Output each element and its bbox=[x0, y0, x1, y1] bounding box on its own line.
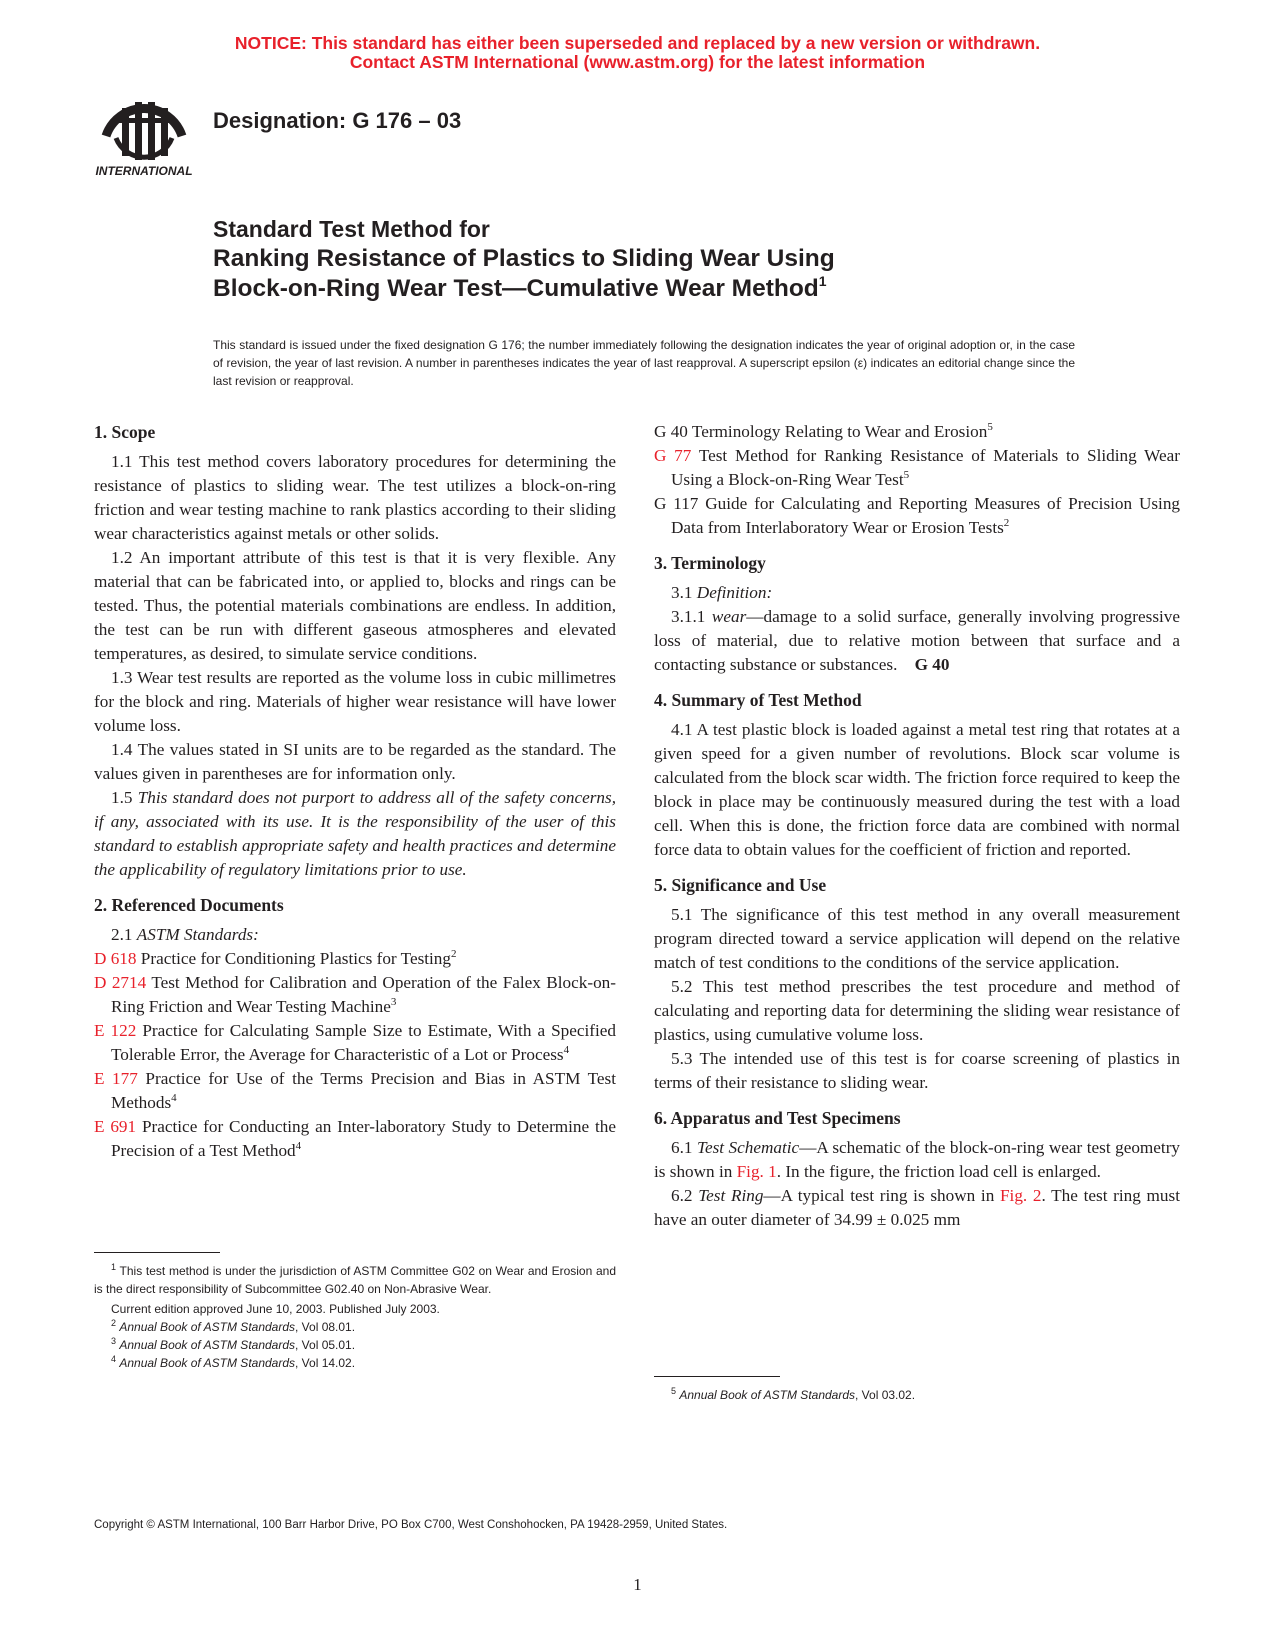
apparatus-6-1 bbox=[654, 1136, 1180, 1184]
footnote-5 bbox=[654, 1386, 1180, 1404]
terminology-term: wear bbox=[711, 607, 747, 626]
footnote-4-book: Annual Book of ASTM Standards bbox=[119, 1356, 296, 1370]
footnote-1-mark: 1 bbox=[111, 1262, 117, 1272]
footnote-4-mark: 4 bbox=[111, 1354, 117, 1364]
ref-item bbox=[654, 444, 1180, 492]
ref-text: Test Method for Ranking Resistance of Materials to Sliding Wear Using a Block-on-Ring Wear Test bbox=[671, 446, 1180, 489]
ref-footnote-mark: 2 bbox=[451, 948, 457, 960]
right-column bbox=[654, 420, 1180, 1232]
section-summary-heading: 4. Summary of Test Method bbox=[654, 690, 862, 710]
apparatus-6-1-label: Test Schematic bbox=[696, 1138, 800, 1157]
ref-item bbox=[94, 1067, 616, 1115]
notice-line-2: Contact ASTM International (www.astm.org) for the latest information bbox=[349, 52, 926, 72]
ref-code-link[interactable]: E 122 bbox=[94, 1021, 137, 1040]
apparatus-6-2 bbox=[654, 1184, 1180, 1232]
ref-footnote-mark: 5 bbox=[987, 421, 993, 433]
scope-1-1: 1.1 This test method covers laboratory procedures for determining the resistance of plastics to sliding wear. The test utilizes a block-on-ring friction and wear testing machine to rank plastics according to their sliding wear characteristics against metals or other solids. bbox=[94, 452, 616, 543]
section-significance-heading: 5. Significance and Use bbox=[654, 875, 827, 895]
ref-item bbox=[94, 1019, 616, 1067]
significance-5-2: 5.2 This test method prescribes the test procedure and method of calculating and reporting data for determining the sliding wear resistance of plastics, using cumulative volume loss. bbox=[654, 977, 1180, 1044]
ref-text: Test Method for Calibration and Operation of the Falex Block-on-Ring Friction and Wear Testing Machine bbox=[111, 973, 616, 1016]
apparatus-6-1-text-a: —A schematic of the block-on-ring wear test geometry is shown in bbox=[654, 1138, 1181, 1181]
logo-text: INTERNATIONAL bbox=[95, 164, 193, 178]
ref-item bbox=[94, 971, 616, 1019]
left-column bbox=[94, 420, 616, 1163]
section-apparatus-heading: 6. Apparatus and Test Specimens bbox=[654, 1108, 901, 1128]
terminology-3-1 bbox=[654, 581, 1180, 605]
apparatus-6-2-num: 6.2 bbox=[671, 1186, 693, 1205]
ref-text: Practice for Conditioning Plastics for Testing bbox=[140, 949, 451, 968]
footnote-5-mark: 5 bbox=[671, 1386, 677, 1396]
title-line-1: Standard Test Method for bbox=[213, 216, 490, 242]
referenced-2-1 bbox=[94, 923, 616, 947]
title-footnote-mark: 1 bbox=[818, 273, 827, 289]
scope-1-5 bbox=[94, 786, 616, 882]
terminology-3-1-num: 3.1 bbox=[671, 583, 693, 602]
footnote-3 bbox=[94, 1336, 616, 1354]
footnote-3-vol: , Vol 05.01. bbox=[295, 1338, 356, 1352]
ref-footnote-mark: 4 bbox=[563, 1044, 570, 1056]
footnote-3-mark: 3 bbox=[111, 1336, 117, 1346]
astm-logo-mark bbox=[92, 88, 196, 184]
ref-code-link[interactable]: D 2714 bbox=[94, 973, 147, 992]
ref-code-link[interactable]: D 618 bbox=[94, 949, 137, 968]
ref-code-link[interactable]: E 177 bbox=[94, 1069, 138, 1088]
ref-footnote-mark: 3 bbox=[390, 996, 397, 1008]
page-number: 1 bbox=[633, 1575, 642, 1594]
significance-5-1: 5.1 The significance of this test method in any overall measurement program directed toward a service application will depend on the relative match of test conditions to the conditions of the service application. bbox=[654, 905, 1180, 972]
scope-1-2: 1.2 An important attribute of this test is that it is very flexible. Any material that can be fabricated into, or applied to, blocks and rings can be tested. Thus, the potential materials combinations are endless. In addition, the test can be run with different gaseous atmospheres and elevated temperatures, as desired, to simulate service conditions. bbox=[94, 548, 616, 663]
fig-2-link[interactable]: Fig. 2 bbox=[999, 1186, 1042, 1205]
terminology-3-1-label: Definition: bbox=[696, 583, 773, 602]
ref-footnote-mark: 5 bbox=[903, 469, 910, 481]
ref-item bbox=[654, 492, 1180, 540]
ref-text: Practice for Use of the Terms Precision and Bias in ASTM Test Methods bbox=[111, 1069, 617, 1112]
ref-footnote-mark: 4 bbox=[171, 1092, 177, 1104]
footnote-2-vol: , Vol 08.01. bbox=[295, 1320, 356, 1334]
title-line-2: Ranking Resistance of Plastics to Sliding Wear Using bbox=[213, 245, 835, 272]
footnote-5-vol: , Vol 03.02. bbox=[855, 1388, 916, 1402]
scope-1-4: 1.4 The values stated in SI units are to be regarded as the standard. The values given in parentheses are for information only. bbox=[94, 740, 616, 783]
apparatus-6-2-text-b: . The test ring must have an outer diameter of 34.99 ± 0.025 mm bbox=[654, 1186, 1180, 1229]
terminology-term-num: 3.1.1 bbox=[671, 607, 706, 626]
ref-code-link[interactable]: E 691 bbox=[94, 1117, 137, 1136]
issued-note: This standard is issued under the fixed designation G 176; the number immediately following the designation indicates the year of original adoption or, in the case of revision, the year of last revision. A number in parentheses indicates the year of last reapproval. A superscript epsilon (ε) indicates an editorial change since the last revision or reapproval. bbox=[213, 338, 1075, 388]
referenced-2-1-label: ASTM Standards: bbox=[136, 925, 259, 944]
terminology-term-text: —damage to a solid surface, generally involving progressive loss of material, due to relative motion between that surface and a contacting substance or substances. bbox=[654, 607, 1181, 674]
section-scope-heading: 1. Scope bbox=[94, 422, 156, 442]
referenced-2-1-num: 2.1 bbox=[111, 925, 133, 944]
scope-1-5-num: 1.5 bbox=[111, 788, 133, 807]
terminology-3-1-1 bbox=[654, 605, 1180, 677]
section-referenced-heading: 2. Referenced Documents bbox=[94, 895, 284, 915]
significance-5-3: 5.3 The intended use of this test is for coarse screening of plastics in terms of their resistance to sliding wear. bbox=[654, 1049, 1180, 1092]
scope-1-3: 1.3 Wear test results are reported as the volume loss in cubic millimetres for the block and ring. Materials of higher wear resistance will have lower volume loss. bbox=[94, 668, 616, 735]
notice-line-1: NOTICE: This standard has either been superseded and replaced by a new version or withdrawn. bbox=[234, 33, 1041, 53]
summary-4-1: 4.1 A test plastic block is loaded against a metal test ring that rotates at a given speed for a given number of revolutions. Block scar volume is calculated from the block scar width. The friction force required to keep the block in place may be continuously measured during the test with a load cell. When this is done, the friction force data are combined with normal force data to obtain values for the coefficient of friction and reported. bbox=[654, 720, 1180, 859]
footnotes-right bbox=[654, 1386, 1180, 1404]
footnote-1 bbox=[94, 1262, 616, 1298]
document-title bbox=[213, 214, 1113, 304]
ref-footnote-mark: 4 bbox=[295, 1140, 302, 1152]
ref-text: Guide for Calculating and Reporting Measures of Precision Using Data from Interlaboratory Wear or Erosion Tests bbox=[671, 494, 1181, 537]
ref-text: Terminology Relating to Wear and Erosion bbox=[691, 422, 988, 441]
ref-code-link[interactable]: G 77 bbox=[654, 446, 692, 465]
ref-item bbox=[94, 1115, 616, 1163]
section-terminology-heading: 3. Terminology bbox=[654, 553, 766, 573]
copyright: Copyright © ASTM International, 100 Barr Harbor Drive, PO Box C700, West Conshohocken, PA 19428-2959, United States. bbox=[94, 1519, 728, 1531]
ref-code: G 117 bbox=[654, 494, 699, 513]
footnote-3-book: Annual Book of ASTM Standards bbox=[119, 1338, 296, 1352]
designation: Designation: G 176 – 03 bbox=[213, 108, 462, 133]
footnote-1b: Current edition approved June 10, 2003. Published July 2003. bbox=[111, 1302, 440, 1316]
footnote-2-book: Annual Book of ASTM Standards bbox=[119, 1320, 296, 1334]
ref-text: Practice for Conducting an Inter-laboratory Study to Determine the Precision of a Test Method bbox=[111, 1117, 616, 1160]
ref-code: G 40 bbox=[654, 422, 688, 441]
footnote-1-text: This test method is under the jurisdiction of ASTM Committee G02 on Wear and Erosion and is the direct responsibility of Subcommittee G02.40 on Non-Abrasive Wear. bbox=[94, 1264, 616, 1296]
footnote-4-vol: , Vol 14.02. bbox=[295, 1356, 356, 1370]
ref-text: Practice for Calculating Sample Size to Estimate, With a Specified Tolerable Error, the Average for Characteristic of a Lot or Process bbox=[111, 1021, 617, 1064]
apparatus-6-2-text-a: —A typical test ring is shown in bbox=[763, 1186, 1000, 1205]
fig-1-link[interactable]: Fig. 1 bbox=[736, 1162, 777, 1181]
scope-1-5-text: This standard does not purport to address all of the safety concerns, if any, associated with its use. It is the responsibility of the user of this standard to establish appropriate safety and health practices and determine the applicability of regulatory limitations prior to use. bbox=[94, 788, 617, 879]
terminology-term-source: G 40 bbox=[914, 655, 950, 674]
footnote-rule-right bbox=[654, 1376, 780, 1377]
astm-logo bbox=[92, 88, 196, 184]
footnote-rule-left bbox=[94, 1252, 220, 1253]
ref-item bbox=[94, 947, 616, 971]
footnote-5-book: Annual Book of ASTM Standards bbox=[679, 1388, 856, 1402]
ref-footnote-mark: 2 bbox=[1003, 517, 1010, 529]
footnotes-left bbox=[94, 1262, 616, 1372]
footnote-4 bbox=[94, 1354, 616, 1372]
apparatus-6-1-num: 6.1 bbox=[671, 1138, 693, 1157]
title-line-3: Block-on-Ring Wear Test—Cumulative Wear Method bbox=[213, 275, 819, 302]
footnote-2-mark: 2 bbox=[111, 1318, 117, 1328]
footnote-2 bbox=[94, 1318, 616, 1336]
apparatus-6-1-text-b: . In the figure, the friction load cell is enlarged. bbox=[776, 1162, 1101, 1181]
ref-item bbox=[654, 420, 1180, 444]
apparatus-6-2-label: Test Ring bbox=[698, 1186, 764, 1205]
notice-banner bbox=[0, 34, 1275, 72]
